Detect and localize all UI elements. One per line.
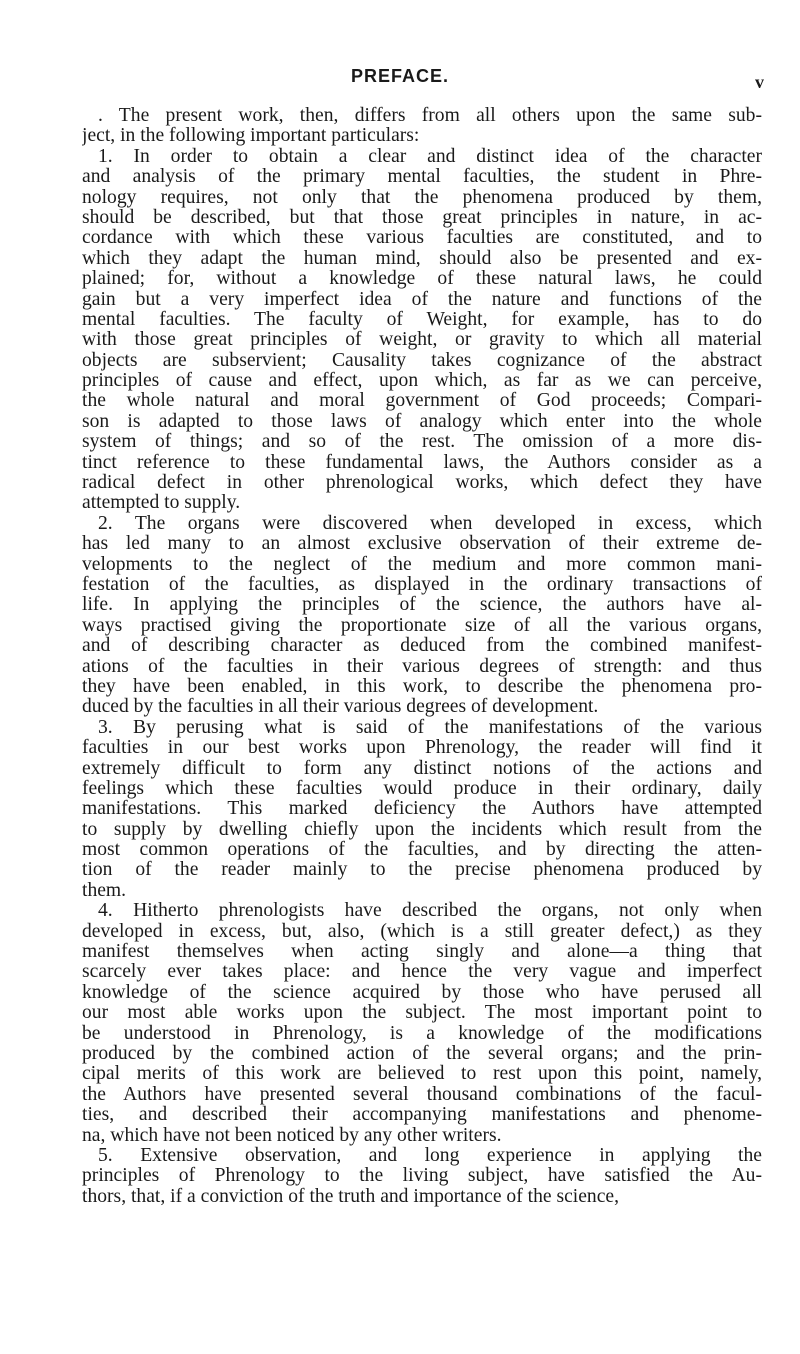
text-line: cordance with which these various faculties are constituted, and to [82, 228, 762, 249]
text-line: . The present work, then, differs from all others upon the same sub- [98, 106, 762, 126]
text-line: has led many to an almost exclusive observation of their extreme de- [82, 534, 762, 555]
text-line: manifest themselves when acting singly and alone—a thing that [82, 942, 762, 963]
text-line: principles of cause and effect, upon which, as far as we can perceive, [82, 371, 762, 392]
paragraph [82, 718, 762, 902]
text-line: life. In applying the principles of the science, the authors have al- [82, 595, 762, 616]
text-line: velopments to the neglect of the medium and more common mani- [82, 554, 762, 575]
text-line: 2. The organs were discovered when developed in excess, which [98, 513, 762, 534]
text-line: plained; for, without a knowledge of these natural laws, he could [82, 269, 762, 290]
text-line: tinct reference to these fundamental laws, the Authors consider as a [82, 452, 762, 473]
text-line: ties, and described their accompanying manifestations and phenome- [82, 1105, 762, 1126]
text-line: nology requires, not only that the phenomena produced by them, [82, 187, 762, 208]
text-line: them. [82, 880, 127, 901]
paragraph [82, 106, 762, 147]
text-line: the whole natural and moral government of God proceeds; Compari- [82, 391, 762, 412]
text-line: cipal merits of this work are believed to rest upon this point, namely, [82, 1064, 762, 1085]
text-line: 3. By perusing what is said of the manifestations of the various [98, 717, 762, 738]
text-line: ject, in the following important particulars: [82, 126, 420, 147]
text-line: objects are subservient; Causality takes cognizance of the abstract [82, 350, 762, 371]
text-line: ways practised giving the proportionate size of all the various organs, [82, 615, 762, 636]
text-line: principles of Phrenology to the living subject, have satisfied the Au- [82, 1166, 762, 1187]
text-line: na, which have not been noticed by any other writers. [82, 1125, 502, 1146]
text-line: gain but a very imperfect idea of the nature and functions of the [82, 289, 762, 310]
text-line: most common operations of the faculties, and by directing the atten- [82, 840, 762, 861]
text-line: 5. Extensive observation, and long experience in applying the [98, 1145, 762, 1166]
page-number: v [755, 72, 764, 92]
text-line: produced by the combined action of the several organs; and the prin- [82, 1043, 762, 1064]
text-line: they have been enabled, in this work, to describe the phenomena pro- [82, 676, 762, 697]
text-line: mental faculties. The faculty of Weight, for example, has to do [82, 309, 762, 330]
text-line: which they adapt the human mind, should also be presented and ex- [82, 248, 762, 269]
text-line: extremely difficult to form any distinct notions of the actions and [82, 758, 762, 779]
paragraph [82, 147, 762, 514]
text-line: manifestations. This marked deficiency the Authors have attempted [82, 799, 762, 820]
text-line: knowledge of the science acquired by those who have perused all [82, 982, 762, 1003]
page-header [0, 66, 800, 96]
text-line: radical defect in other phrenological works, which defect they have [82, 473, 762, 494]
text-line: duced by the faculties in all their various degrees of development. [82, 697, 599, 718]
text-line: to supply by dwelling chiefly upon the incidents which result from the [82, 819, 762, 840]
text-line: the Authors have presented several thousand combinations of the facul- [82, 1084, 762, 1105]
text-line: scarcely ever takes place: and hence the very vague and imperfect [82, 962, 762, 983]
text-line: tion of the reader mainly to the precise phenomena produced by [82, 860, 762, 881]
text-line: should be described, but that those great principles in nature, in ac- [82, 207, 762, 228]
body-text [82, 106, 762, 1207]
text-line: attempted to supply. [82, 493, 241, 514]
text-line: with those great principles of weight, or gravity to which all material [82, 330, 762, 351]
text-line: thors, that, if a conviction of the truth and importance of the science, [82, 1186, 620, 1207]
text-line: be understood in Phrenology, is a knowledge of the modifications [82, 1023, 762, 1044]
text-line: developed in excess, but, also, (which is a still greater defect,) as they [82, 921, 762, 942]
text-line: faculties in our best works upon Phrenology, the reader will find it [82, 738, 762, 759]
paragraph [82, 901, 762, 1146]
text-line: feelings which these faculties would produce in their ordinary, daily [82, 778, 762, 799]
text-line: our most able works upon the subject. The most important point to [82, 1003, 762, 1024]
text-line: and analysis of the primary mental faculties, the student in Phre- [82, 167, 762, 188]
text-line: 4. Hitherto phrenologists have described the organs, not only when [98, 901, 762, 922]
paragraph [82, 1146, 762, 1207]
running-head: PREFACE. [350, 66, 450, 86]
text-line: festation of the faculties, as displayed in the ordinary transactions of [82, 574, 762, 595]
text-line: son is adapted to those laws of analogy which enter into the whole [82, 411, 762, 432]
text-line: ations of the faculties in their various degrees of strength: and thus [82, 656, 762, 677]
paragraph [82, 514, 762, 718]
text-line: 1. In order to obtain a clear and distinct idea of the character [98, 146, 762, 167]
text-line: and of describing character as deduced from the combined manifest- [82, 636, 762, 657]
text-line: system of things; and so of the rest. The omission of a more dis- [82, 432, 762, 453]
